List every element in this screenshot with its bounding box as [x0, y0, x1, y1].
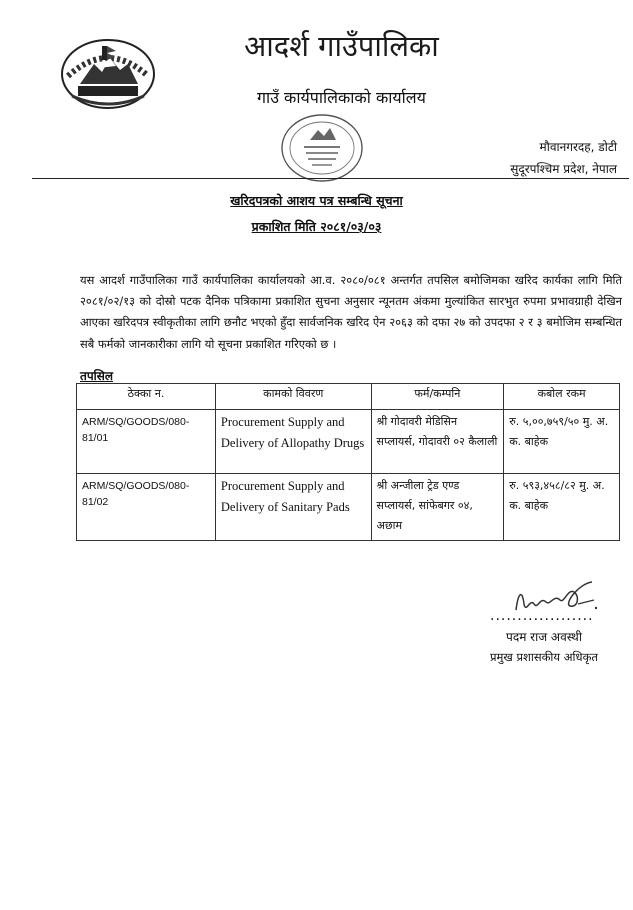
table-row — [77, 410, 620, 474]
header-firm: फर्म/कम्पनि — [371, 384, 504, 410]
header-contract-no: ठेक्का न. — [77, 384, 216, 410]
contract-no-cell: ARM/SQ/GOODS/080-81/01 — [77, 410, 216, 474]
office-title: आदर्श गाउँपालिका — [244, 29, 439, 63]
work-description-cell: Procurement Supply and Delivery of Sanitary Pads — [215, 474, 371, 541]
office-subtitle: गाउँ कार्यपालिकाको कार्यालय — [257, 88, 426, 107]
contract-table — [76, 383, 620, 541]
header-amount: कबोल रकम — [504, 384, 620, 410]
work-description-cell: Procurement Supply and Delivery of Allopathy Drugs — [215, 410, 371, 474]
notice-heading-text: खरिदपत्रको आशय पत्र सम्बन्धि सूचना — [230, 193, 403, 208]
signer-designation: प्रमुख प्रशासकीय अधिकृत — [490, 650, 598, 664]
notice-body: यस आदर्श गाउँपालिका गाउँ कार्यपालिका कार्यालयको आ.व. २०८०/०८१ अन्तर्गत तपसिल बमोजिमका खरिद कार्यका लागि मिति २०८१/०२/१३ को दोस्रो पटक दैनिक पत्रिकामा प्रकाशित सुचना अनुसार न्यूनतम अंकमा मुल्यांकित सारभुत रुपमा प्रभावग्राही देखिन आएका खरिदपत्र स्वीकृतीका लागि छनौट भएको हुँदा सार्वजनिक खरिद ऐन २०६३ को दफा २७ को उपदफा २ र ३ बमोजिम सम्बन्धित सबै फर्मको जानकारीका लागि यो सूचना प्रकाशित गरिएको छ । — [80, 273, 622, 351]
contract-no-cell: ARM/SQ/GOODS/080-81/02 — [77, 474, 216, 541]
header-work-description: कामको विवरण — [215, 384, 371, 410]
firm-cell: श्री गोदावरी मेडिसिन सप्लायर्स, गोदावरी ०२ कैलाली — [371, 410, 504, 474]
firm-cell: श्री अन्जीला ट्रेड एण्ड सप्लायर्स, सांफेबगर ०४, अछाम — [371, 474, 504, 541]
signer-name: पदम राज अवस्थी — [506, 630, 582, 644]
signature-line: ................... — [490, 608, 594, 624]
office-seal-stamp — [274, 110, 370, 186]
published-date — [0, 218, 633, 235]
published-date-text: प्रकाशित मिति २०८१/०३/०३ — [251, 219, 382, 234]
header-divider — [32, 178, 629, 179]
notice-heading — [0, 192, 633, 209]
address-line-2: सुदूरपश्चिम प्रदेश, नेपाल — [510, 162, 617, 176]
address-line-1: मौवानगरदह, डोटी — [539, 140, 617, 154]
amount-cell: रु. ५९३,४५८/८२ मु. अ. क. बाहेक — [504, 474, 620, 541]
amount-cell: रु. ५,००,७५९/५० मु. अ. क. बाहेक — [504, 410, 620, 474]
table-header-row — [77, 384, 620, 410]
table-heading: तपसिल — [80, 369, 114, 383]
table-row — [77, 474, 620, 541]
